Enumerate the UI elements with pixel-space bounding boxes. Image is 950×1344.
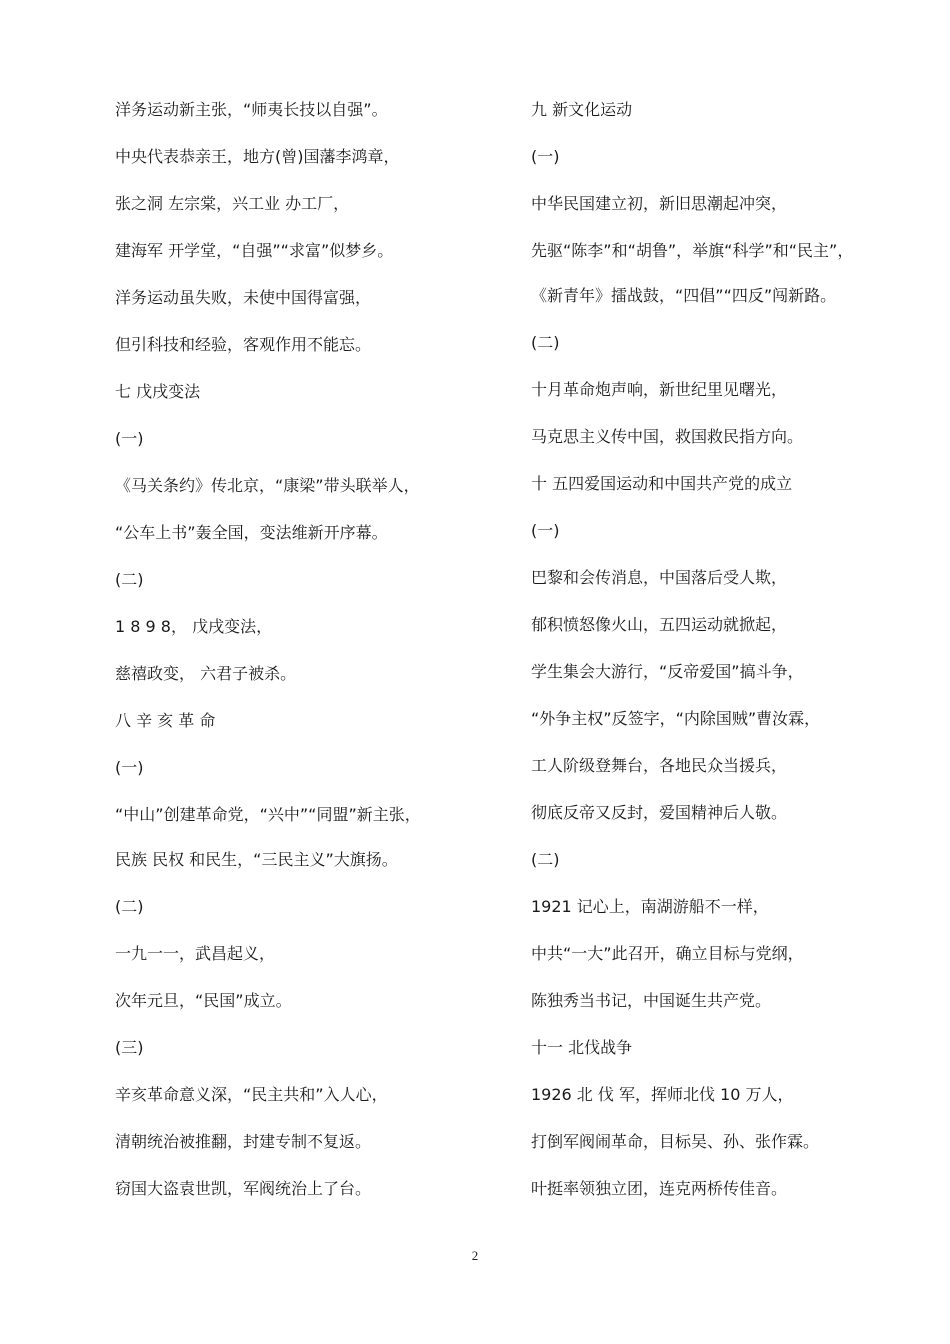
text-line: “外争主权”反签字，“内除国贼”曹汝霖， [531, 709, 821, 728]
right-column [498, 97, 890, 1223]
text-line: 彻底反帝又反封，爱国精神后人敬。 [531, 803, 788, 822]
text-line: 中共“一大”此召开，确立目标与党纲， [531, 944, 804, 963]
text-line: 一九一一，武昌起义， [115, 944, 276, 963]
section-heading: 八 辛 亥 革 命 [115, 711, 216, 730]
text-line: 洋务运动虽失败，未使中国得富强， [115, 288, 372, 307]
text-line: 中华民国建立初，新旧思潮起冲突， [531, 194, 788, 213]
text-line: 洋务运动新主张，“师夷长技以自强”。 [115, 100, 388, 119]
text-line: 巴黎和会传消息，中国落后受人欺， [531, 568, 788, 587]
text-line: 1921 记心上，南湖游船不一样， [531, 897, 769, 916]
text-line: 马克思主义传中国，救国救民指方向。 [531, 427, 804, 446]
text-line: 十月革命炮声响，新世纪里见曙光， [531, 380, 788, 399]
section-heading: 十 五四爱国运动和中国共产党的成立 [531, 474, 793, 493]
text-line: 陈独秀当书记，中国诞生共产党。 [531, 991, 772, 1010]
section-heading: 七 戊戌变法 [115, 382, 201, 401]
text-line: 清朝统治被推翻，封建专制不复返。 [115, 1132, 372, 1151]
section-heading: 九 新文化运动 [531, 100, 633, 119]
text-line: 窃国大盗袁世凯，军阀统治上了台。 [115, 1179, 372, 1198]
subsection-marker: (二) [531, 333, 560, 352]
text-line: 辛亥革命意义深，“民主共和”入人心， [115, 1085, 388, 1104]
text-line: 打倒军阀闹革命，目标吴、孙、张作霖。 [531, 1132, 820, 1151]
subsection-marker: (一) [531, 147, 560, 166]
subsection-marker: (一) [531, 521, 560, 540]
text-line: 工人阶级登舞台，各地民众当援兵， [531, 756, 788, 775]
text-line: 先驱“陈李”和“胡鲁”，举旗“科学”和“民主”， [531, 241, 854, 260]
text-line: “中山”创建革命党，“兴中”“同盟”新主张， [115, 805, 421, 824]
subsection-marker: (二) [115, 897, 144, 916]
text-line: 建海军 开学堂，“自强”“求富”似梦乡。 [115, 241, 394, 260]
text-line: 郁积愤怒像火山，五四运动就掀起， [531, 615, 788, 634]
text-line: 1926 北 伐 军，挥师北伐 10 万人， [531, 1085, 794, 1104]
subsection-marker: (二) [115, 570, 144, 589]
section-heading: 十一 北伐战争 [531, 1038, 633, 1057]
text-line: 次年元旦，“民国”成立。 [115, 991, 292, 1010]
text-line: 叶挺率领独立团，连克两桥传佳音。 [531, 1179, 788, 1198]
text-line: 《新青年》擂战鼓，“四倡”“四反”闯新路。 [531, 286, 837, 305]
text-line: 慈禧政变， 六君子被杀。 [115, 664, 297, 683]
text-line: 民族 民权 和民生，“三民主义”大旗扬。 [115, 850, 398, 869]
text-line: 《马关条约》传北京，“康梁”带头联举人， [115, 476, 420, 495]
subsection-marker: (二) [531, 850, 560, 869]
subsection-marker: (三) [115, 1038, 144, 1057]
subsection-marker: (一) [115, 758, 144, 777]
page-number: 2 [471, 1248, 479, 1263]
left-column [82, 97, 468, 1223]
text-line: 中央代表恭亲王，地方(曾)国藩李鸿章， [115, 147, 400, 166]
text-line: 1 8 9 8， 戊戌变法， [115, 617, 273, 636]
text-line: “公车上书”轰全国，变法维新开序幕。 [115, 523, 388, 542]
subsection-marker: (一) [115, 429, 144, 448]
text-line: 学生集会大游行，“反帝爱国”搞斗争， [531, 662, 804, 681]
text-line: 张之洞 左宗棠，兴工业 办工厂， [115, 194, 350, 213]
text-line: 但引科技和经验，客观作用不能忘。 [115, 335, 372, 354]
